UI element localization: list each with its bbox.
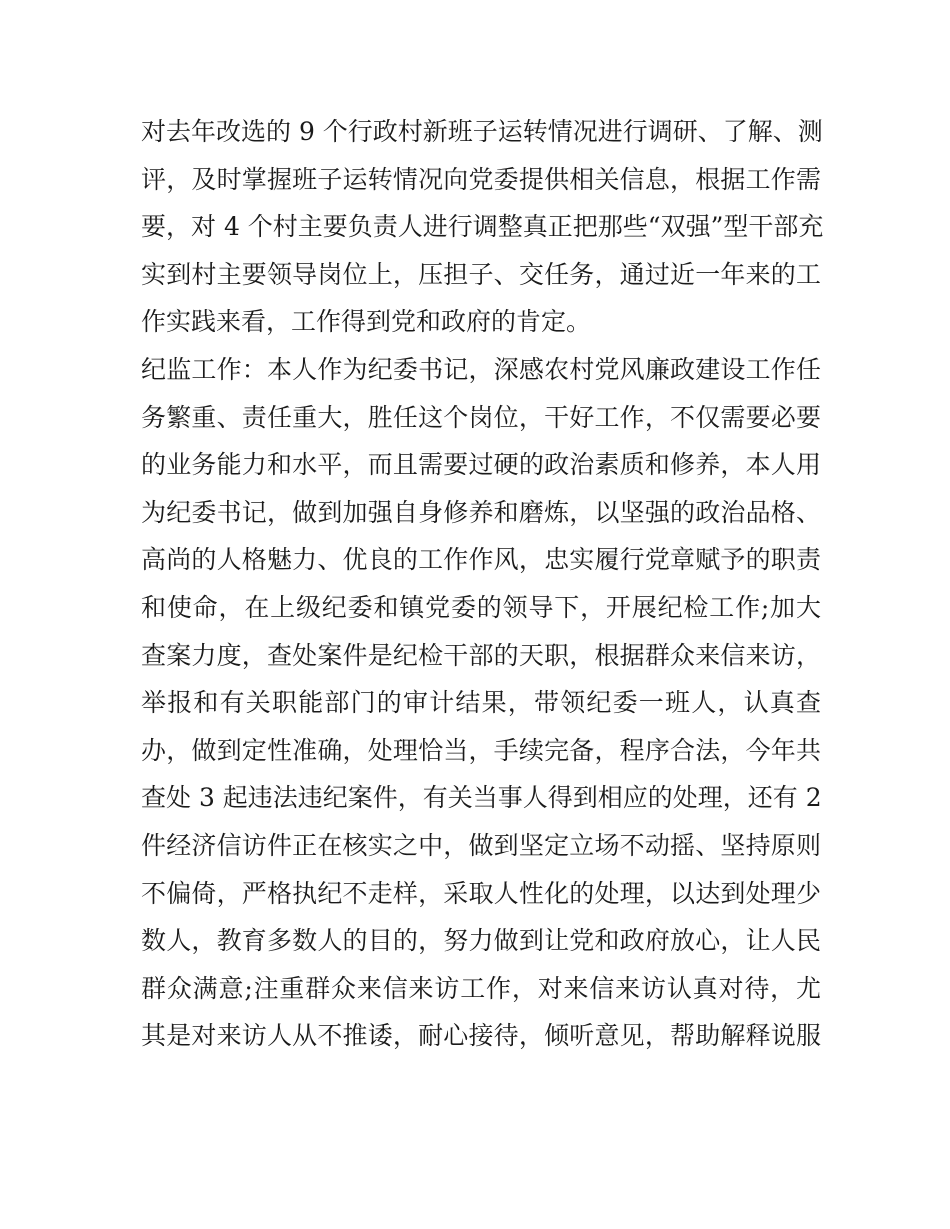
text-line: 为纪委书记，做到加强自身修养和磨炼，以坚强的政治品格、 — [141, 497, 821, 527]
text-line: 要，对 4 个村主要负责人进行调整真正把那些“双强”型干部充 — [141, 212, 824, 242]
text-line: 高尚的人格魅力、优良的工作作风，忠实履行党章赋予的职责 — [141, 545, 821, 575]
text-line: 的业务能力和水平，而且需要过硬的政治素质和修养，本人用 — [141, 450, 821, 480]
text-line: 查案力度，查处案件是纪检干部的天职，根据群众来信来访， — [141, 640, 821, 670]
text-line: 不偏倚，严格执纪不走样，采取人性化的处理，以达到处理少 — [141, 878, 821, 908]
text-line: 评，及时掌握班子运转情况向党委提供相关信息，根据工作需 — [141, 164, 821, 194]
text-line: 举报和有关职能部门的审计结果，带领纪委一班人，认真查 — [141, 688, 821, 718]
text-line: 实到村主要领导岗位上，压担子、交任务，通过近一年来的工 — [141, 259, 821, 289]
text-line: 和使命，在上级纪委和镇党委的领导下，开展纪检工作;加大 — [141, 592, 821, 622]
text-line: 查处 3 起违法违纪案件，有关当事人得到相应的处理，还有 2 — [141, 783, 822, 813]
text-line: 件经济信访件正在核实之中，做到坚定立场不动摇、坚持原则 — [141, 830, 821, 860]
text-line: 其是对来访人从不推诿，耐心接待，倾听意见，帮助解释说服 — [141, 1021, 821, 1051]
document-body — [141, 108, 824, 1060]
text-line: 作实践来看，工作得到党和政府的肯定。 — [141, 307, 592, 337]
text-line: 对去年改选的 9 个行政村新班子运转情况进行调研、了解、测 — [141, 117, 823, 146]
text-line: 群众满意;注重群众来信来访工作，对来信来访认真对待，尤 — [141, 973, 821, 1003]
text-line: 办，做到定性准确，处理恰当，手续完备，程序合法，今年共 — [141, 735, 821, 765]
text-line: 务繁重、责任重大，胜任这个岗位，干好工作，不仅需要必要 — [141, 402, 821, 432]
text-line: 数人，教育多数人的目的，努力做到让党和政府放心，让人民 — [141, 926, 821, 956]
paragraph-village-teams — [141, 108, 824, 346]
paragraph-discipline-work — [141, 346, 821, 1060]
text-line: 纪监工作：本人作为纪委书记，深感农村党风廉政建设工作任 — [141, 354, 821, 384]
